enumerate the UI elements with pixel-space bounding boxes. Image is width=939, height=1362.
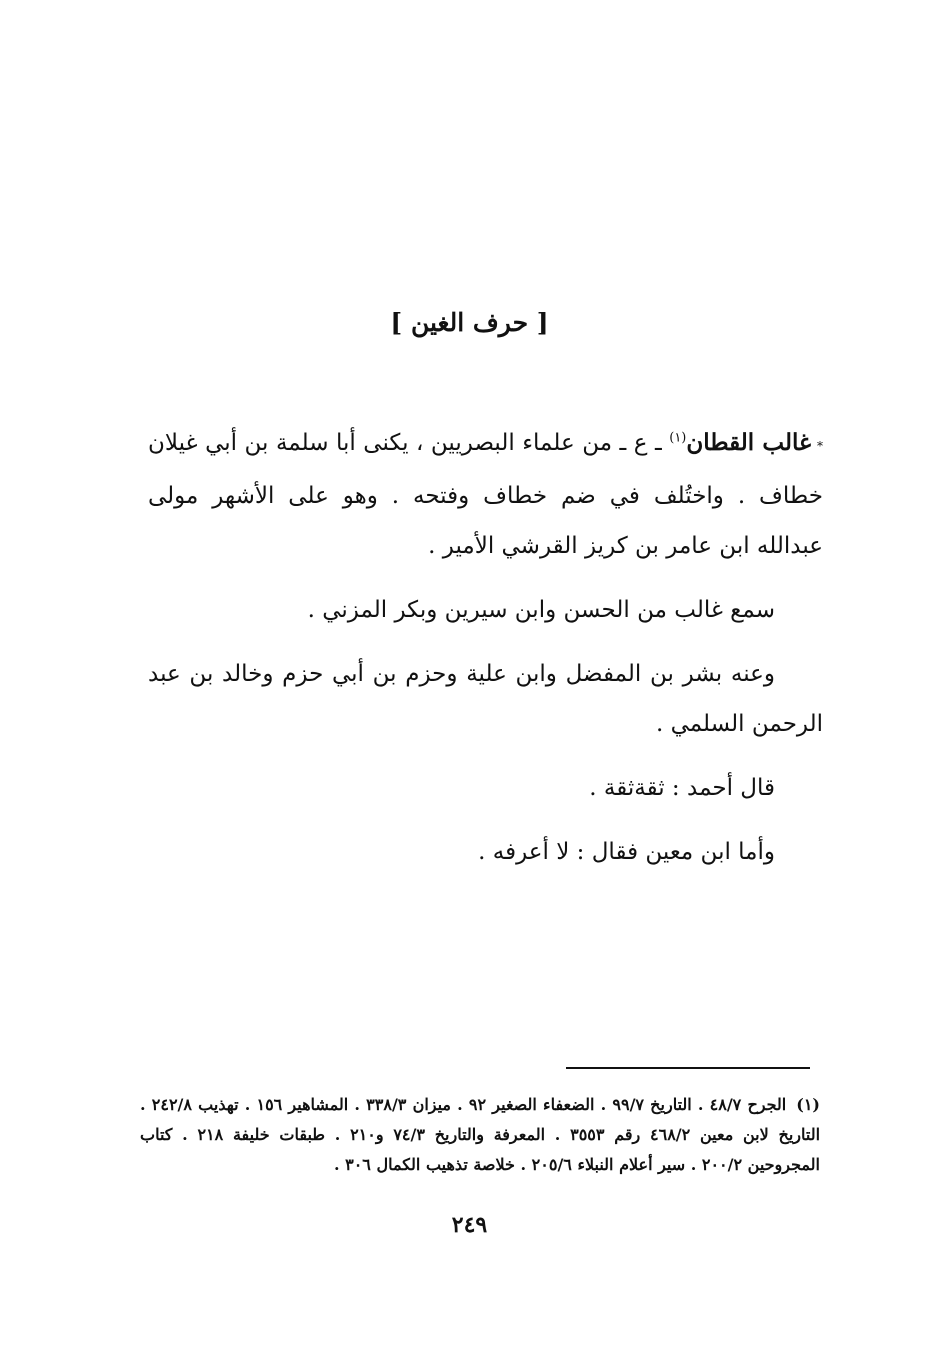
footnote <box>140 1090 820 1180</box>
section-heading: [ حرف الغين ] <box>390 308 549 337</box>
page-number: ٢٤٩ <box>451 1212 488 1238</box>
entry-marker: * <box>817 439 823 453</box>
paragraph-ahmad-opinion: قال أحمد : ثقةثقة . <box>589 775 775 801</box>
footnote-divider <box>566 1067 810 1069</box>
paragraph-heard-from: سمع غالب من الحسن وابن سيرين وبكر المزني . <box>307 597 775 623</box>
footnote-number: (١) <box>796 1095 820 1114</box>
footnote-text: الجرح ٤٨/٧ . التاريخ ٩٩/٧ . الضعفاء الصغير ٩٢ . ميزان ٣٣٨/٣ . المشاهير ١٥٦ . تهذيب ٢٤٢/٨ . التاريخ لابن معين ٤٦٨/٢ رقم ٣٥٥٣ . المعرفة والتاريخ ٧٤/٣ و٢١٠ . طبقات خليفة ٢١٨ . كتاب المجروحين ٢٠٠/٢ . سير أعلام النبلاء ٢٠٥/٦ . خلاصة تذهيب الكمال ٣٠٦ . <box>140 1095 821 1174</box>
paragraph-ibn-maeen-opinion: وأما ابن معين فقال : لا أعرفه . <box>478 839 775 865</box>
paragraph-narrators: وعنه بشر بن المفضل وابن علية وحزم بن أبي حزم وخالد بن عبد الرحمن السلمي . <box>148 661 823 737</box>
entry-name: غالب القطان <box>686 429 811 456</box>
footnote-reference: (١) <box>669 430 687 446</box>
entry-body <box>148 418 823 891</box>
entry-paragraph <box>148 418 823 571</box>
entry-text: ـ ع ـ من علماء البصريين ، يكنى أبا سلمة بن أبي غيلان خطاف . واختُلف في ضم خطاف وفتحه . وهو على الأشهر مولى عبدالله ابن عامر بن كريز القرشي الأمير . <box>148 430 823 559</box>
